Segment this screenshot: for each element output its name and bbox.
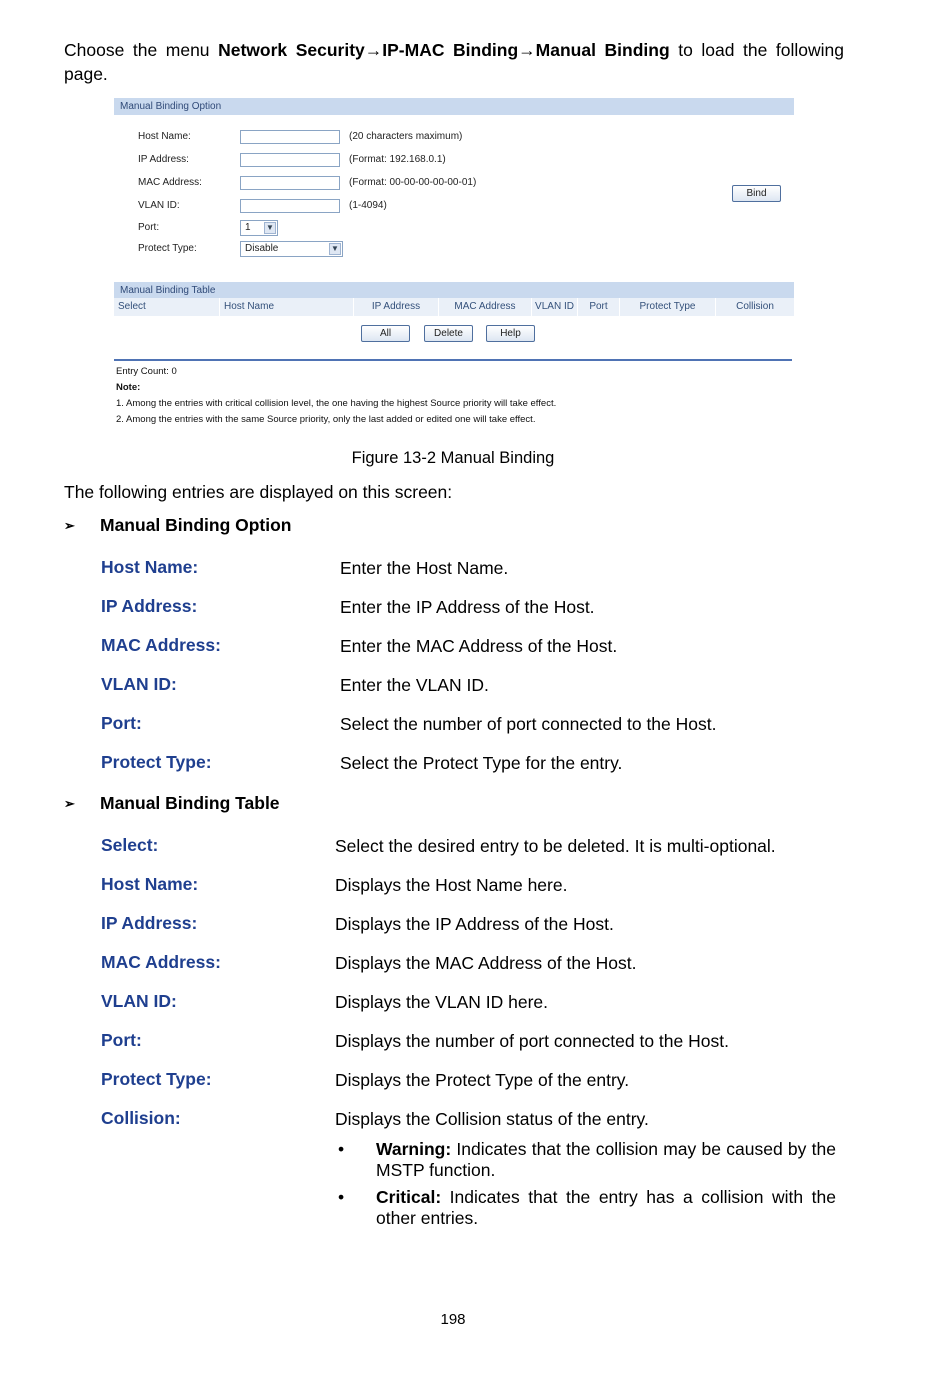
note-2: 2. Among the entries with the same Source priority, only the last added or edited one will take effect. xyxy=(116,414,536,425)
term-protect-type: Protect Type: xyxy=(101,752,212,772)
term-port: Port: xyxy=(101,713,142,733)
term-ip-address: IP Address: xyxy=(101,913,198,933)
desc-collision: Displays the Collision status of the entry. xyxy=(335,1109,649,1129)
mac-address-input[interactable] xyxy=(240,176,340,190)
column-host-name xyxy=(220,298,354,316)
manual-binding-figure xyxy=(114,98,794,438)
desc-select: Select the desired entry to be deleted. It is multi-optional. xyxy=(335,836,776,856)
ip-address-label: IP Address: xyxy=(138,154,189,165)
figure-caption: Figure 13-2 Manual Binding xyxy=(351,449,555,467)
option-header: Manual Binding Option xyxy=(114,98,794,115)
intro-suffix: to load the following page. xyxy=(64,40,844,84)
bullet-dot-icon: • xyxy=(338,1187,345,1207)
term-collision: Collision: xyxy=(101,1108,181,1128)
term-port: Port: xyxy=(101,1030,142,1050)
desc-mac-address: Displays the MAC Address of the Host. xyxy=(335,953,637,973)
desc-protect-type: Select the Protect Type for the entry. xyxy=(340,753,623,773)
host-name-input[interactable] xyxy=(240,130,340,144)
intro-paragraph xyxy=(64,38,844,86)
column-vlan-id: VLAN ID xyxy=(532,298,578,316)
table-header: Manual Binding Table xyxy=(114,282,794,299)
desc-ip-address: Displays the IP Address of the Host. xyxy=(335,914,614,934)
arrow-bullet-icon: ➢ xyxy=(64,796,75,811)
protect-type-label: Protect Type: xyxy=(138,243,197,254)
menu-path: Network Security→IP-MAC Binding→Manual Binding xyxy=(218,40,670,60)
host-name-label: Host Name: xyxy=(138,131,191,142)
desc-vlan-id: Enter the VLAN ID. xyxy=(340,675,489,695)
mac-address-hint: (Format: 00-00-00-00-00-01) xyxy=(349,177,477,188)
desc-port: Displays the number of port connected to the Host. xyxy=(335,1031,729,1051)
ip-address-hint: (Format: 192.168.0.1) xyxy=(349,154,446,165)
section-manual-binding-table xyxy=(64,793,280,814)
term-host-name: Host Name: xyxy=(101,557,199,577)
vlan-id-label: VLAN ID: xyxy=(138,200,180,211)
page-number: 198 xyxy=(440,1311,466,1328)
bullet-critical xyxy=(338,1187,838,1231)
note-1: 1. Among the entries with critical collision level, the one having the highest Source priority will take effect. xyxy=(116,398,557,409)
bullet-warning-text xyxy=(376,1139,836,1181)
desc-port: Select the number of port connected to the Host. xyxy=(340,714,717,734)
chevron-down-icon: ▼ xyxy=(264,222,276,234)
entry-count: Entry Count: 0 xyxy=(116,366,177,377)
arrow-bullet-icon: ➢ xyxy=(64,518,75,533)
warning-desc: Indicates that the collision may be caused by the MSTP function. xyxy=(376,1139,836,1180)
port-label: Port: xyxy=(138,222,160,233)
desc-ip-address: Enter the IP Address of the Host. xyxy=(340,597,595,617)
host-name-hint: (20 characters maximum) xyxy=(349,131,463,142)
bind-button[interactable]: Bind xyxy=(732,185,781,202)
term-vlan-id: VLAN ID: xyxy=(101,991,177,1011)
section-title: Manual Binding Option xyxy=(100,515,292,535)
ip-address-input[interactable] xyxy=(240,153,340,167)
help-button[interactable]: Help xyxy=(486,325,535,342)
desc-vlan-id: Displays the VLAN ID here. xyxy=(335,992,549,1012)
term-mac-address: MAC Address: xyxy=(101,952,221,972)
column-port: Port xyxy=(578,298,620,316)
term-vlan-id: VLAN ID: xyxy=(101,674,177,694)
bullet-dot-icon: • xyxy=(338,1139,345,1159)
term-ip-address: IP Address: xyxy=(101,596,198,616)
desc-host-name: Enter the Host Name. xyxy=(340,558,509,578)
term-protect-type: Protect Type: xyxy=(101,1069,212,1089)
entries-intro: The following entries are displayed on this screen: xyxy=(64,482,453,502)
term-host-name: Host Name: xyxy=(101,874,199,894)
column-ip-address: IP Address xyxy=(354,298,439,316)
table-column-headers xyxy=(114,298,794,316)
delete-button[interactable]: Delete xyxy=(424,325,473,342)
port-value: 1 xyxy=(245,222,251,233)
column-protect-type: Protect Type xyxy=(620,298,716,316)
desc-protect-type: Displays the Protect Type of the entry. xyxy=(335,1070,630,1090)
all-button[interactable]: All xyxy=(361,325,410,342)
critical-label: Critical: xyxy=(376,1187,442,1207)
bullet-critical-text xyxy=(376,1187,836,1229)
vlan-id-input[interactable] xyxy=(240,199,340,213)
column-select: Select xyxy=(114,298,220,316)
section-title: Manual Binding Table xyxy=(100,793,280,813)
mac-address-label: MAC Address: xyxy=(138,177,202,188)
term-select: Select: xyxy=(101,835,159,855)
warning-label: Warning: xyxy=(376,1139,452,1159)
protect-type-value: Disable xyxy=(245,243,279,254)
bullet-warning xyxy=(338,1139,838,1183)
column-host-name-text: Host Name xyxy=(224,301,275,312)
section-manual-binding-option xyxy=(64,515,292,536)
vlan-id-hint: (1-4094) xyxy=(349,200,387,211)
term-mac-address: MAC Address: xyxy=(101,635,221,655)
column-collision: Collision xyxy=(736,301,774,312)
intro-prefix: Choose the menu xyxy=(64,40,219,60)
note-title: Note: xyxy=(116,382,141,393)
desc-mac-address: Enter the MAC Address of the Host. xyxy=(340,636,618,656)
chevron-down-icon: ▼ xyxy=(329,243,341,255)
desc-host-name: Displays the Host Name here. xyxy=(335,875,568,895)
column-mac-address: MAC Address xyxy=(439,298,532,316)
divider xyxy=(114,359,792,361)
critical-desc: Indicates that the entry has a collision with the other entries. xyxy=(376,1187,836,1228)
port-select[interactable] xyxy=(240,220,278,236)
protect-type-select[interactable] xyxy=(240,241,343,257)
